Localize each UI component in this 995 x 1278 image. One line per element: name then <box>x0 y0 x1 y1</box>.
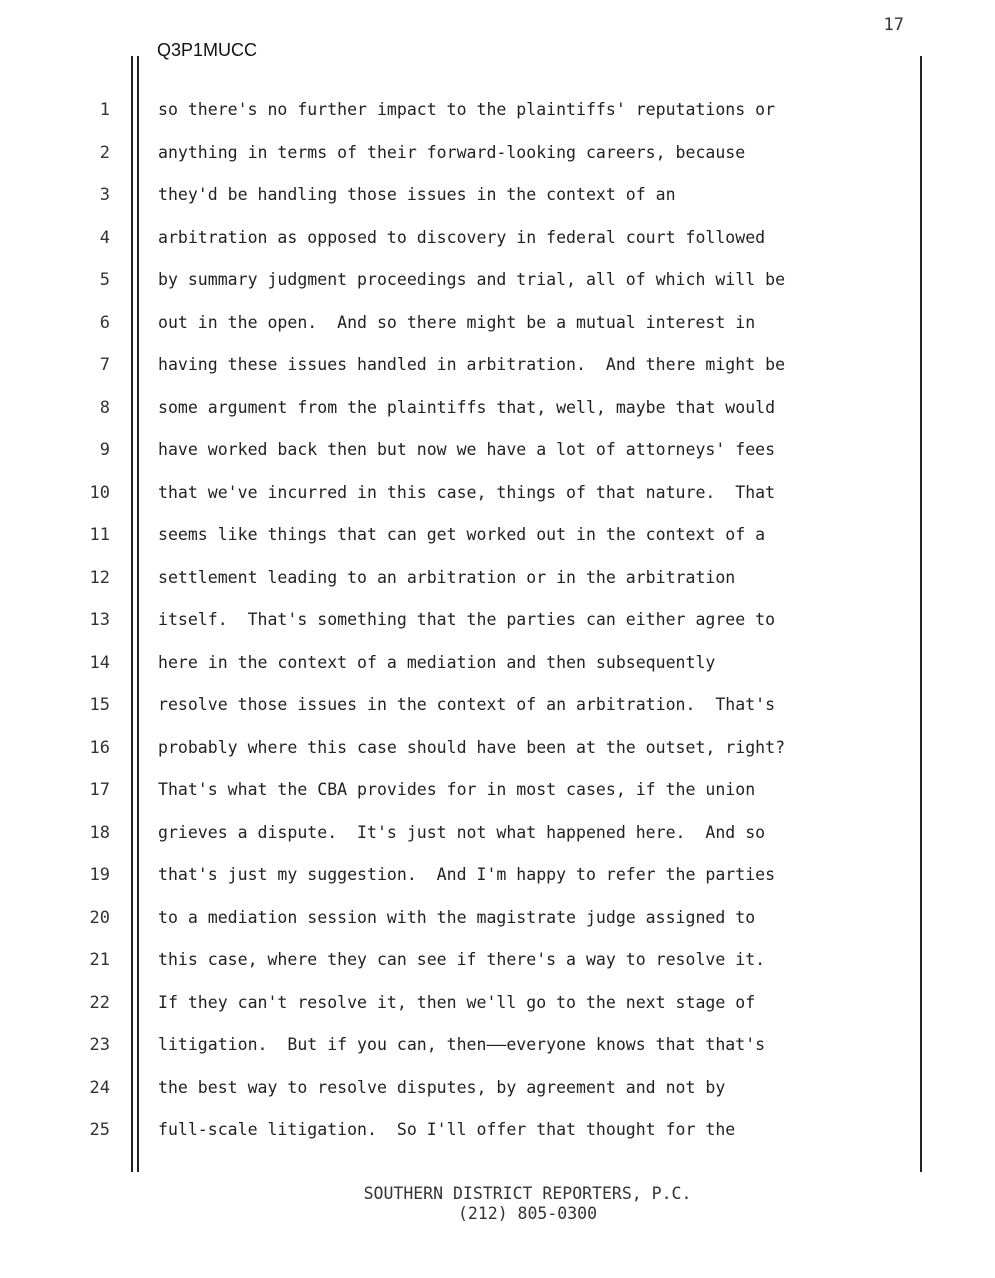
line-text: settlement leading to an arbitration or in the arbitration <box>158 567 736 587</box>
transcript-line <box>0 514 995 557</box>
line-text: full-scale litigation. So I'll offer that thought for the <box>158 1120 736 1139</box>
transcript-line <box>0 684 995 727</box>
line-number: 7 <box>99 355 110 375</box>
line-text: so there's no further impact to the plaintiffs' reputations or <box>158 100 776 119</box>
line-number: 16 <box>89 737 110 758</box>
line-number: 24 <box>89 1077 110 1098</box>
line-text: That's what the CBA provides for in most cases, if the union <box>158 780 756 799</box>
line-text: here in the context of a mediation and then subsequently <box>158 652 716 672</box>
line-number: 23 <box>89 1035 110 1055</box>
line-number: 13 <box>89 610 110 630</box>
line-number: 8 <box>99 397 110 418</box>
line-number: 6 <box>99 312 110 333</box>
line-number: 19 <box>89 865 110 885</box>
transcript-line <box>0 429 995 472</box>
line-number: 3 <box>99 185 110 205</box>
line-number: 10 <box>89 482 110 503</box>
line-number: 1 <box>99 100 110 120</box>
line-number: 4 <box>99 227 110 248</box>
transcript-line <box>0 89 995 132</box>
transcript-line <box>0 557 995 600</box>
line-text: arbitration as opposed to discovery in federal court followed <box>158 227 766 247</box>
transcript-line <box>0 387 995 430</box>
line-number: 12 <box>89 567 110 588</box>
transcript-line <box>0 982 995 1025</box>
line-text: anything in terms of their forward-looking careers, because <box>158 142 746 162</box>
transcript-line <box>0 1109 995 1152</box>
transcript-line <box>0 642 995 685</box>
line-number: 20 <box>89 907 110 928</box>
transcript-line <box>0 812 995 855</box>
line-text: have worked back then but now we have a lot of attorneys' fees <box>158 440 776 459</box>
line-number: 21 <box>89 950 110 970</box>
transcript-line <box>0 939 995 982</box>
line-text: this case, where they can see if there's a way to resolve it. <box>158 950 766 969</box>
reporter-footer <box>0 1184 995 1224</box>
line-text: having these issues handled in arbitration. And there might be <box>158 355 786 374</box>
line-text: that we've incurred in this case, things of that nature. That <box>158 482 776 502</box>
line-text: by summary judgment proceedings and trial, all of which will be <box>158 270 786 289</box>
line-number: 11 <box>89 525 110 545</box>
line-number: 17 <box>89 780 110 800</box>
line-number: 22 <box>89 992 110 1013</box>
line-text: litigation. But if you can, then——everyone knows that that's <box>158 1035 766 1054</box>
line-text: the best way to resolve disputes, by agreement and not by <box>158 1077 726 1097</box>
line-text: some argument from the plaintiffs that, well, maybe that would <box>158 397 776 417</box>
line-text: resolve those issues in the context of an arbitration. That's <box>158 695 776 714</box>
transcript-line <box>0 132 995 175</box>
transcript-line <box>0 472 995 515</box>
line-number: 15 <box>89 695 110 715</box>
transcript-line <box>0 599 995 642</box>
transcript-body <box>0 89 995 1152</box>
line-number: 25 <box>89 1120 110 1140</box>
transcript-line <box>0 727 995 770</box>
line-number: 14 <box>89 652 110 673</box>
line-text: that's just my suggestion. And I'm happy to refer the parties <box>158 865 776 884</box>
transcript-line <box>0 769 995 812</box>
transcript-line <box>0 259 995 302</box>
reporter-phone: (212) 805-0300 <box>457 1204 598 1223</box>
line-text: they'd be handling those issues in the context of an <box>158 185 676 204</box>
transcript-line <box>0 854 995 897</box>
transcript-line <box>0 302 995 345</box>
line-text: If they can't resolve it, then we'll go to the next stage of <box>158 992 756 1012</box>
transcript-line <box>0 344 995 387</box>
line-number: 18 <box>89 822 110 843</box>
line-text: seems like things that can get worked out in the context of a <box>158 525 766 544</box>
transcript-line <box>0 1067 995 1110</box>
transcript-line <box>0 174 995 217</box>
line-number: 2 <box>99 142 110 163</box>
line-number: 9 <box>99 440 110 460</box>
page-number: 17 <box>883 15 904 35</box>
transcript-line <box>0 217 995 260</box>
transcript-line <box>0 897 995 940</box>
line-text: grieves a dispute. It's just not what happened here. And so <box>158 822 766 842</box>
reporter-name: SOUTHERN DISTRICT REPORTERS, P.C. <box>363 1184 692 1203</box>
line-text: itself. That's something that the parties can either agree to <box>158 610 776 629</box>
case-id: Q3P1MUCC <box>157 40 258 60</box>
transcript-line <box>0 1024 995 1067</box>
line-text: probably where this case should have been at the outset, right? <box>158 737 786 757</box>
line-text: out in the open. And so there might be a mutual interest in <box>158 312 756 332</box>
line-text: to a mediation session with the magistrate judge assigned to <box>158 907 756 927</box>
line-number: 5 <box>99 270 110 290</box>
